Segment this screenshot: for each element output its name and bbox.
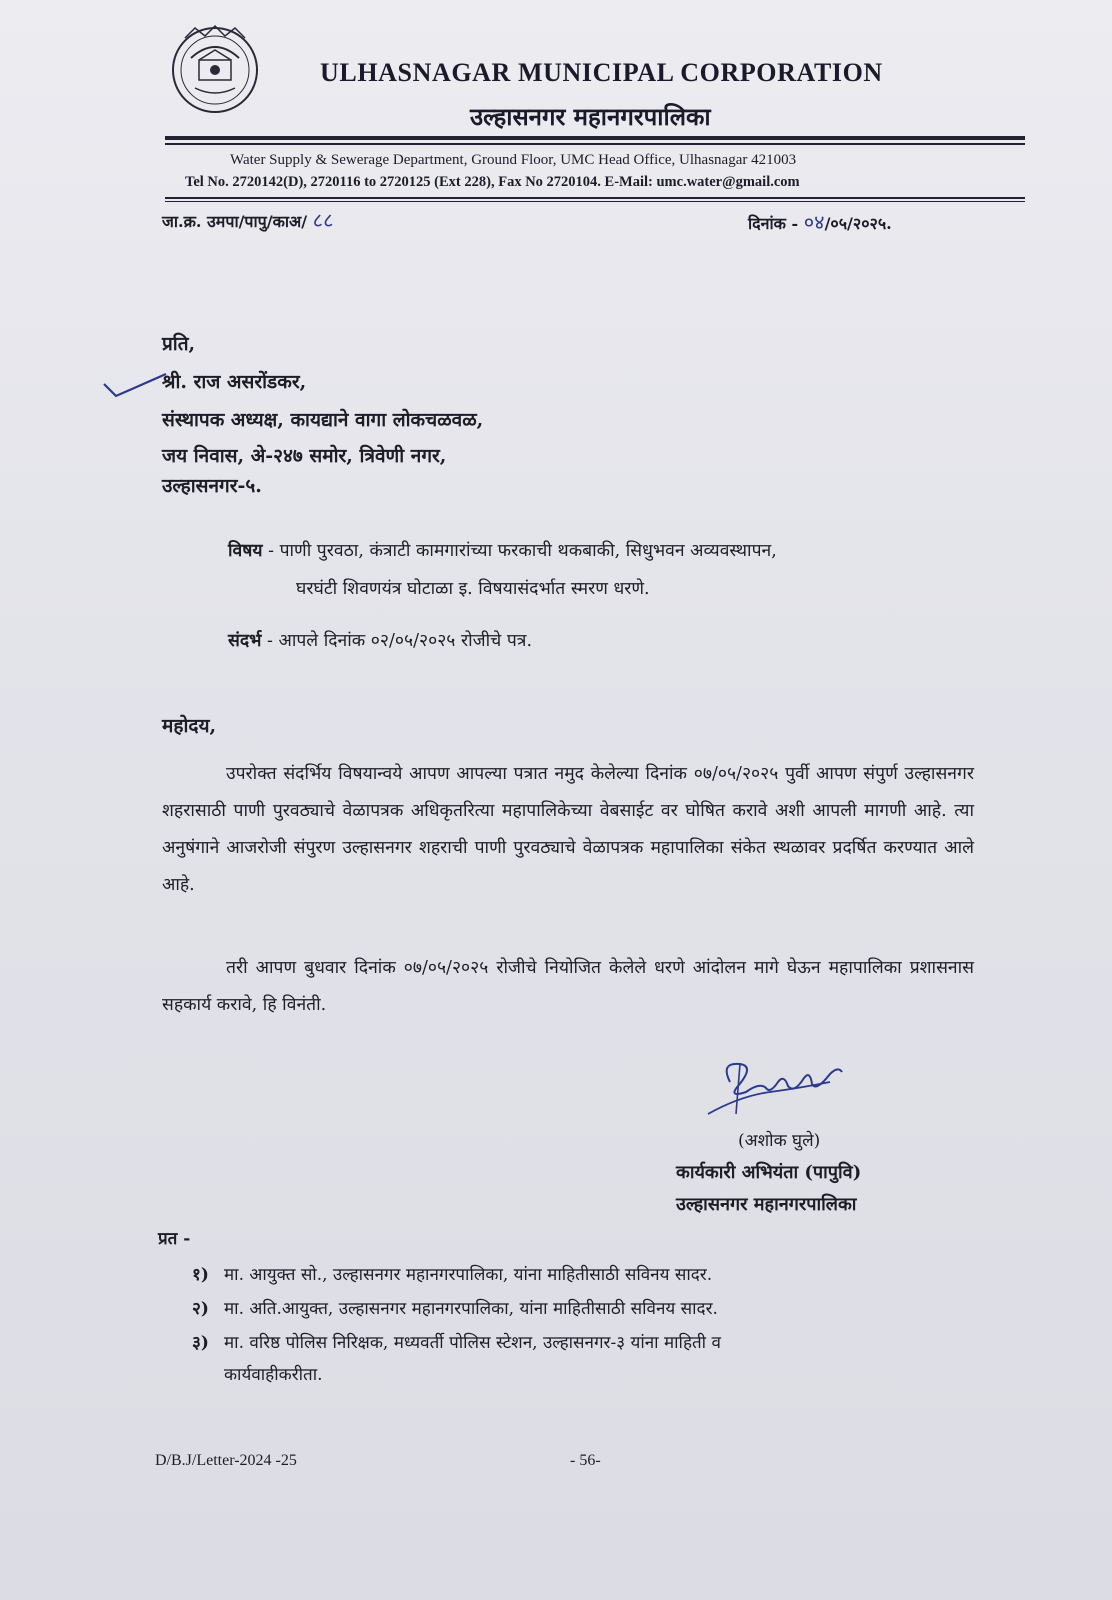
copy-to-label: प्रत - [158,1229,191,1249]
date-label: दिनांक - [748,214,799,233]
letter-date [748,208,892,235]
copy-item-text: मा. वरिष्ठ पोलिस निरिक्षक, मध्यवर्ती पोलिस स्टेशन, उल्हासनगर-३ यांना माहिती व [224,1333,721,1353]
header-rule-bottom-thin [165,201,1025,202]
salutation: महोदय, [162,715,217,737]
outward-number-label: जा.क्र. उमपा/पापु/काअ/ [162,212,308,231]
recipient-city: उल्हासनगर-५. [162,475,262,497]
recipient-address: जय निवास, अे-२४७ समोर, त्रिवेणी नगर, [162,445,447,467]
reference-label: संदर्भ [228,631,262,651]
copy-item-number: ३) [192,1333,209,1353]
copy-item-number: १) [192,1265,209,1285]
department-line: Water Supply & Sewerage Department, Ground Floor, UMC Head Office, Ulhasnagar 421003 [230,152,797,168]
file-reference: D/B.J/Letter-2024 -25 [155,1452,297,1469]
header-rule-top [165,136,1025,140]
recipient-title: संस्थापक अध्यक्ष, कायद्याने वागा लोकचळवळ, [162,409,484,431]
subject-text-2: घरघंटी शिवणयंत्र घोटाळा इ. विषयासंदर्भात स्मरण धरणे. [296,579,650,599]
municipal-emblem-logo [165,18,265,118]
header-rule-top-thin [165,143,1025,145]
letterhead-name-english: ULHASNAGAR MUNICIPAL CORPORATION [320,58,883,87]
body-paragraph-1: उपरोक्त संदर्भिय विषयान्वये आपण आपल्या पत्रात नमुद केलेल्या दिनांक ०७/०५/२०२५ पुर्वी आपण संपुर्ण उल्हासनगर शहरासाठी पाणी पुरवठ्याचे वेळापत्रक अधिकृतरित्या महापालिकेच्या वेबसाईट वर घोषित करावे अशी आपली मागणी आहे. त्या अनुषंगाने आजरोजी संपुरण उल्हासनगर शहराची पाणी पुरवठ्याचे वेळापत्रक महापालिका संकेत स्थळावर प्रदर्षित करण्यात आले आहे. [162,764,974,895]
reference-line [228,628,532,652]
subject-label: विषय [228,541,263,561]
subject-text-1: - पाणी पुरवठा, कंत्राटी कामगारांच्या फरकाची थकबाकी, सिधुभवन अव्यवस्थापन, [262,541,777,561]
reference-text: - आपले दिनांक ०२/०५/२०२५ रोजीचे पत्र. [261,631,533,651]
copy-item-1 [192,1262,712,1285]
body-paragraph-2: तरी आपण बुधवार दिनांक ०७/०५/२०२५ रोजीचे नियोजित केलेले धरणे आंदोलन मागे घेऊन महापालिका प्रशासनास सहकार्य करावे, हि विनंती. [162,958,974,1015]
signatory-designation: कार्यकारी अभियंता (पापुवि) [676,1162,862,1183]
copy-item-number: २) [192,1299,209,1319]
signature-handwritten [700,1052,850,1124]
letterhead-name-marathi: उल्हासनगर महानगरपालिका [470,102,711,131]
subject-line-1 [228,538,777,562]
date-day-handwritten: ०४ [803,210,825,234]
page-number: - 56- [570,1452,601,1469]
copy-item-3 [192,1330,721,1353]
copy-item-text: मा. आयुक्त सो., उल्हासनगर महानगरपालिका, यांना माहितीसाठी सविनय सादर. [224,1265,713,1285]
contact-line: Tel No. 2720142(D), 2720116 to 2720125 (Ext 228), Fax No 2720104. E-Mail: umc.water@gmail.com [185,174,800,190]
header-rule-bottom [165,197,1025,199]
signatory-name: (अशोक घुले) [738,1131,821,1151]
to-label: प्रति, [162,333,196,355]
copy-item-text: मा. अति.आयुक्त, उल्हासनगर महानगरपालिका, यांना माहितीसाठी सविनय सादर. [224,1299,718,1319]
recipient-name: श्री. राज असरोंडकर, [162,371,307,393]
checkmark-icon [100,372,170,400]
copy-item-3-continued: कार्यवाहीकरीता. [224,1365,323,1385]
copy-item-2 [192,1296,718,1319]
date-rest: /०५/२०२५. [824,214,892,233]
outward-number-handwritten: ८८ [312,208,334,232]
signatory-organization: उल्हासनगर महानगरपालिका [676,1194,857,1215]
outward-number [162,206,333,233]
